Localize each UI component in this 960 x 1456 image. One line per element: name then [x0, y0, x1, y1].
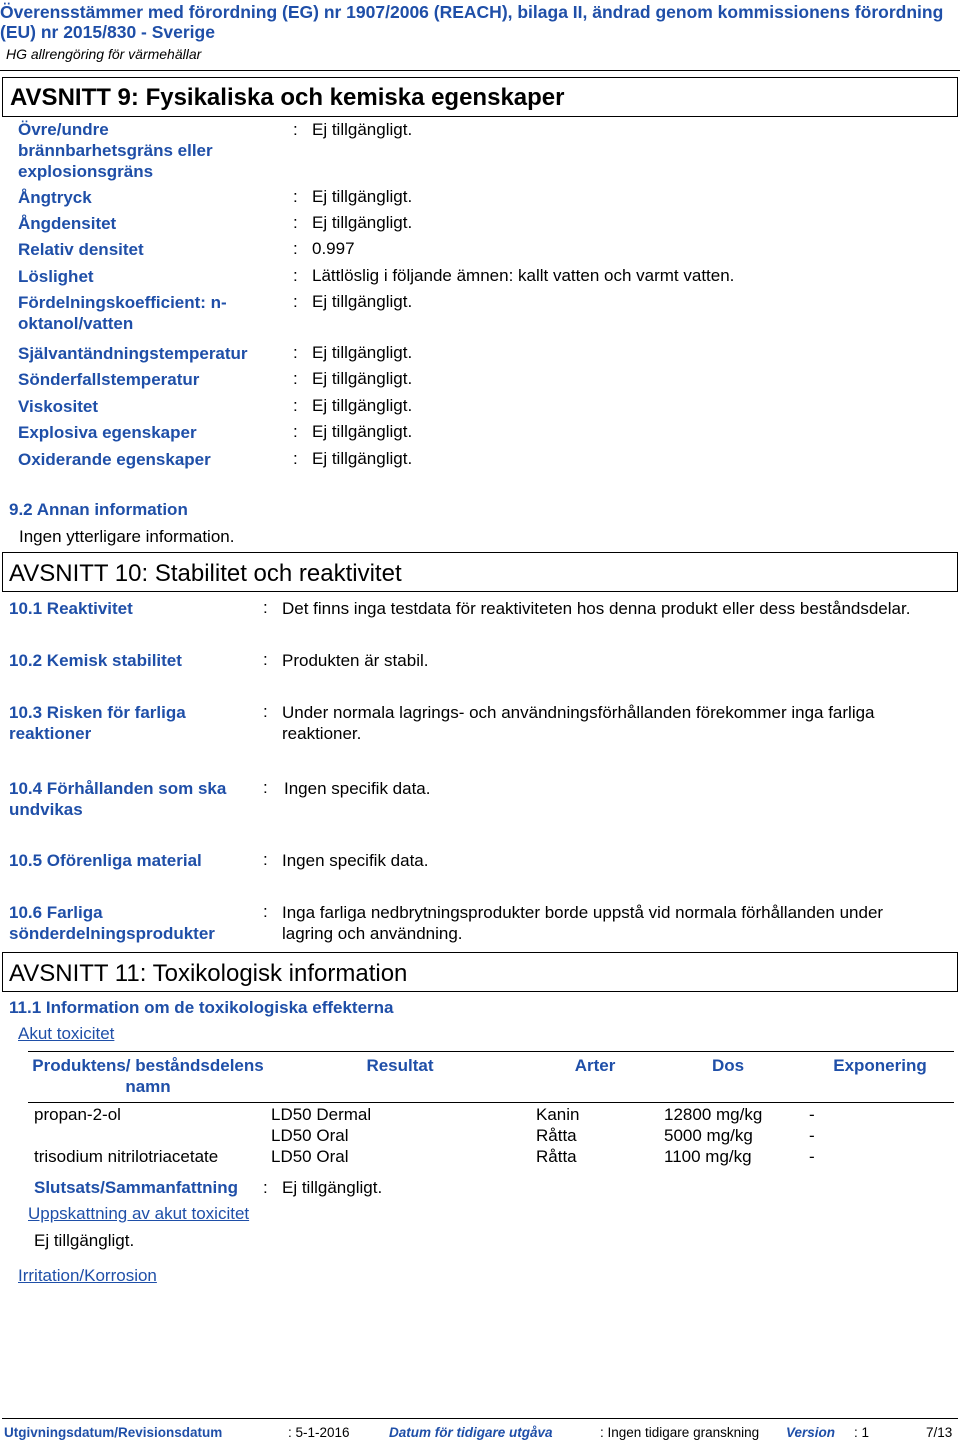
- colon: :: [263, 902, 268, 921]
- value-flammability-limits: Ej tillgängligt.: [312, 120, 413, 139]
- label-chemical-stability: 10.2 Kemisk stabilitet: [9, 651, 182, 670]
- acute-toxicity-estimate-value: Ej tillgängligt.: [34, 1231, 135, 1250]
- section-9-title: AVSNITT 9: Fysikaliska och kemiska egenskaper: [10, 84, 565, 111]
- label-flammability-limits: Övre/undre brännbarhetsgräns eller explosionsgräns: [18, 120, 213, 181]
- footer-version-value: : 1: [854, 1425, 870, 1440]
- footer-page-number: 7/13: [926, 1425, 953, 1440]
- label-autoignition-temperature: Självantändningstemperatur: [18, 344, 248, 363]
- colon: :: [263, 650, 268, 669]
- document-title-line1: Överensstämmer med förordning (EG) nr 1907/2006 (REACH), bilaga II, ändrad genom kommissionens förordning: [0, 2, 944, 22]
- value-hazardous-reactions: Under normala lagrings- och användningsförhållanden förekommer inga farliga reaktioner.: [282, 703, 875, 743]
- footer-issue-value: : 5-1-2016: [288, 1425, 350, 1440]
- colon: :: [293, 369, 298, 388]
- footer-version-label: Version: [786, 1425, 836, 1440]
- colon: :: [293, 266, 298, 285]
- other-info-text: Ingen ytterligare information.: [19, 527, 235, 546]
- label-reactivity: 10.1 Reaktivitet: [9, 599, 133, 618]
- value-explosive-properties: Ej tillgängligt.: [312, 422, 413, 441]
- table-cell-species: Kanin: [536, 1105, 580, 1124]
- header-divider: [0, 70, 960, 71]
- col-header-result: Resultat: [366, 1056, 434, 1075]
- col-header-species: Arter: [574, 1056, 616, 1075]
- section-10-header: [2, 552, 958, 592]
- table-top-rule: [28, 1051, 954, 1052]
- value-incompatible-materials: Ingen specifik data.: [282, 851, 429, 870]
- colon: :: [293, 187, 298, 206]
- value-decomposition-temperature: Ej tillgängligt.: [312, 369, 413, 388]
- section-10-title: AVSNITT 10: Stabilitet och reaktivitet: [9, 560, 402, 587]
- conclusion-label: Slutsats/Sammanfattning: [34, 1178, 239, 1197]
- label-relative-density: Relativ densitet: [18, 240, 144, 259]
- label-decomposition-temperature: Sönderfallstemperatur: [18, 370, 200, 389]
- label-hazardous-reactions: 10.3 Risken för farliga reaktioner: [9, 703, 186, 743]
- product-name: HG allrengöring för värmehällar: [6, 46, 202, 62]
- label-incompatible-materials: 10.5 Oförenliga material: [9, 851, 202, 870]
- label-decomposition-products: 10.6 Farliga sönderdelningsprodukter: [9, 903, 215, 943]
- section-11-title: AVSNITT 11: Toxikologisk information: [9, 960, 408, 987]
- section-9-header: [2, 77, 958, 117]
- col-header-exposure: Exponering: [833, 1056, 927, 1075]
- label-conditions-to-avoid: 10.4 Förhållanden som ska undvikas: [9, 779, 227, 819]
- value-relative-density: 0.997: [312, 239, 355, 258]
- colon: :: [263, 702, 268, 721]
- table-cell-result: LD50 Oral: [271, 1126, 349, 1145]
- col-header-name: Produktens/ beståndsdelens namn: [32, 1056, 264, 1096]
- table-cell-dose: 1100 mg/kg: [664, 1147, 752, 1166]
- acute-toxicity-estimate-heading: Uppskattning av akut toxicitet: [28, 1204, 250, 1223]
- toxicological-effects-heading: 11.1 Information om de toxikologiska effekterna: [9, 998, 394, 1017]
- label-vapour-density: Ångdensitet: [18, 214, 117, 233]
- table-cell-result: LD50 Oral: [271, 1147, 349, 1166]
- value-conditions-to-avoid: Ingen specifik data.: [284, 779, 431, 798]
- colon: :: [293, 239, 298, 258]
- table-cell-exposure: -: [809, 1105, 815, 1124]
- table-cell-species: Råtta: [536, 1147, 577, 1166]
- footer-previous-value: : Ingen tidigare granskning: [600, 1425, 760, 1440]
- label-partition-coefficient: Fördelningskoefficient: n-oktanol/vatten: [18, 293, 227, 333]
- value-reactivity: Det finns inga testdata för reaktiviteten hos denna produkt eller dess beståndsdelar.: [282, 599, 911, 618]
- label-explosive-properties: Explosiva egenskaper: [18, 423, 197, 442]
- value-viscosity: Ej tillgängligt.: [312, 396, 413, 415]
- other-info-heading: 9.2 Annan information: [9, 500, 188, 519]
- conclusion-value: Ej tillgängligt.: [282, 1178, 383, 1197]
- table-cell-species: Råtta: [536, 1126, 577, 1145]
- footer-issue-label: Utgivningsdatum/Revisionsdatum: [4, 1425, 223, 1440]
- irritation-corrosion-heading: Irritation/Korrosion: [18, 1266, 157, 1285]
- label-solubility: Löslighet: [18, 267, 94, 286]
- label-oxidizing-properties: Oxiderande egenskaper: [18, 450, 211, 469]
- value-vapour-density: Ej tillgängligt.: [312, 213, 413, 232]
- label-viscosity: Viskositet: [18, 397, 99, 416]
- value-partition-coefficient: Ej tillgängligt.: [312, 292, 413, 311]
- table-cell-name: propan-2-ol: [34, 1105, 121, 1124]
- table-cell-result: LD50 Dermal: [271, 1105, 372, 1124]
- col-header-dose: Dos: [711, 1056, 745, 1075]
- colon: :: [263, 1178, 268, 1197]
- table-cell-dose: 5000 mg/kg: [664, 1126, 753, 1145]
- table-header-rule: [28, 1102, 954, 1103]
- table-cell-exposure: -: [809, 1147, 815, 1166]
- value-chemical-stability: Produkten är stabil.: [282, 651, 429, 670]
- colon: :: [293, 120, 298, 139]
- colon: :: [293, 449, 298, 468]
- colon: :: [263, 778, 268, 797]
- table-cell-name: trisodium nitrilotriacetate: [34, 1147, 219, 1166]
- colon: :: [263, 598, 268, 617]
- colon: :: [293, 213, 298, 232]
- value-solubility: Lättlöslig i följande ämnen: kallt vatten och varmt vatten.: [312, 266, 735, 285]
- value-decomposition-products: Inga farliga nedbrytningsprodukter borde uppstå vid normala förhållanden under lagring och användning.: [282, 903, 884, 943]
- section-11-header: [2, 952, 958, 992]
- table-cell-dose: 12800 mg/kg: [664, 1105, 763, 1124]
- colon: :: [293, 292, 298, 311]
- value-vapour-pressure: Ej tillgängligt.: [312, 187, 413, 206]
- colon: :: [293, 343, 298, 362]
- label-vapour-pressure: Ångtryck: [18, 188, 92, 207]
- colon: :: [293, 396, 298, 415]
- colon: :: [293, 422, 298, 441]
- acute-toxicity-heading: Akut toxicitet: [18, 1024, 115, 1043]
- document-title-line2: (EU) nr 2015/830 - Sverige: [0, 22, 215, 42]
- footer-previous-label: Datum för tidigare utgåva: [389, 1425, 553, 1440]
- value-autoignition-temperature: Ej tillgängligt.: [312, 343, 413, 362]
- table-cell-exposure: -: [809, 1126, 815, 1145]
- value-oxidizing-properties: Ej tillgängligt.: [312, 449, 413, 468]
- colon: :: [263, 850, 268, 869]
